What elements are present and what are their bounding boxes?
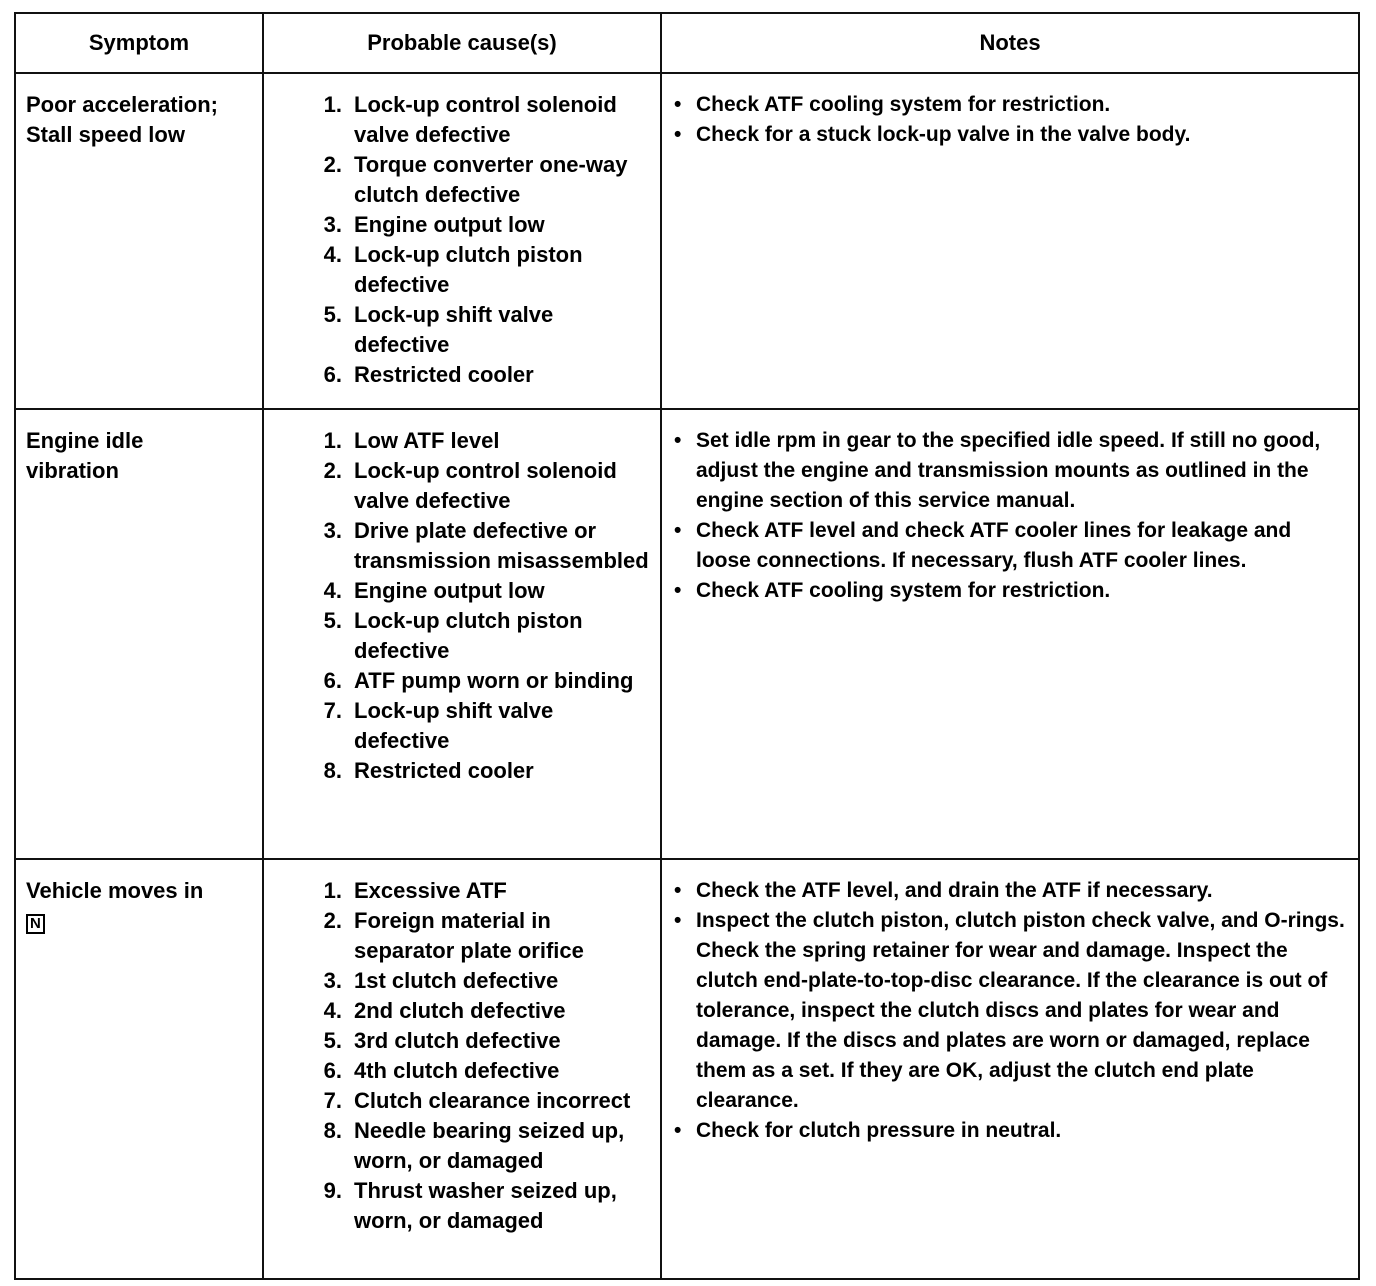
cause-list [272,90,652,390]
cause-text: ATF pump worn or binding [354,668,634,693]
note-item [674,576,1350,606]
note-text: Check for a stuck lock-up valve in the valve body. [696,123,1191,146]
cause-item [272,876,652,906]
note-text: Check ATF cooling system for restriction. [696,93,1111,116]
note-text: Check ATF cooling system for restriction. [696,579,1111,602]
cause-item [272,576,652,606]
cause-list [272,876,652,1236]
cause-text: 1st clutch defective [354,968,559,993]
cause-text: Lock-up clutch piston defective [354,242,583,297]
bullet-icon: • [674,429,682,452]
cause-item [272,360,652,390]
cause-number: 8 . [272,1116,350,1176]
cause-text: 2nd clutch defective [354,998,566,1023]
troubleshooting-table [14,12,1360,1280]
cause-text: Excessive ATF [354,878,507,903]
cause-item [272,456,652,516]
cause-number: 9 . [272,1176,350,1236]
bullet-icon: • [674,1119,682,1142]
bullet-icon: • [674,879,682,902]
table-row [15,409,1359,859]
cause-text: Restricted cooler [354,362,534,387]
note-text: Set idle rpm in gear to the specified idle speed. If still no good, adjust the engine and transmission mounts as outlined in the engine section of this service manual. [696,429,1321,512]
cause-number: 8 . [272,756,350,786]
cause-number: 2 . [272,456,350,516]
notes-list [674,876,1350,1146]
cause-item [272,426,652,456]
cause-cell [263,73,661,409]
cause-text: Torque converter one-way clutch defective [354,152,628,207]
cause-item [272,996,652,1026]
cause-number: 2 . [272,906,350,966]
cause-text: Lock-up control solenoid valve defective [354,458,617,513]
cause-cell [263,859,661,1279]
notes-cell [661,859,1359,1279]
cause-item [272,1056,652,1086]
table-row [15,73,1359,409]
troubleshooting-sheet [14,12,1358,1280]
cause-item [272,516,652,576]
note-item [674,516,1350,576]
header-probable-causes: Probable cause(s) [263,13,661,73]
cause-text: Foreign material in separator plate orifice [354,908,584,963]
symptom-line: Stall speed low [26,122,185,147]
cause-text: Thrust washer seized up, worn, or damaged [354,1178,617,1233]
symptom-cell [15,409,263,859]
cause-item [272,1116,652,1176]
cause-text: Engine output low [354,578,545,603]
cause-text: Lock-up shift valve defective [354,698,554,753]
cause-item [272,966,652,996]
cause-text: Clutch clearance incorrect [354,1088,631,1113]
notes-cell [661,73,1359,409]
cause-number: 3 . [272,210,350,240]
bullet-icon: • [674,519,682,542]
cause-number: 1 . [272,876,350,906]
header-notes: Notes [661,13,1359,73]
cause-number: 5 . [272,606,350,666]
note-text: Check ATF level and check ATF cooler lines for leakage and loose connections. If necessary, flush ATF cooler lines. [696,519,1292,572]
symptom-line: Vehicle moves in [26,878,204,903]
gear-position-n-icon: N [26,914,45,934]
cause-number: 5 . [272,1026,350,1056]
cause-text: Engine output low [354,212,545,237]
cause-text: Lock-up control solenoid valve defective [354,92,617,147]
cause-number: 6 . [272,360,350,390]
symptom-line: vibration [26,458,119,483]
cause-item [272,756,652,786]
cause-number: 3 . [272,966,350,996]
cause-number: 2 . [272,150,350,210]
cause-item [272,240,652,300]
cause-text: Needle bearing seized up, worn, or damaged [354,1118,625,1173]
symptom-line: Engine idle [26,428,144,453]
note-item [674,120,1350,150]
cause-number: 7 . [272,1086,350,1116]
bullet-icon: • [674,93,682,116]
cause-item [272,1026,652,1056]
cause-number: 3 . [272,516,350,576]
cause-item [272,1086,652,1116]
cause-text: Restricted cooler [354,758,534,783]
cause-item [272,1176,652,1236]
note-item [674,906,1350,1116]
cause-item [272,300,652,360]
notes-list [674,90,1350,150]
cause-number: 1 . [272,426,350,456]
cause-item [272,150,652,210]
symptom-cell [15,73,263,409]
cause-number: 4 . [272,576,350,606]
cause-number: 4 . [272,240,350,300]
note-text: Check for clutch pressure in neutral. [696,1119,1062,1142]
notes-list [674,426,1350,606]
table-row [15,859,1359,1279]
cause-text: Low ATF level [354,428,500,453]
cause-text: 3rd clutch defective [354,1028,561,1053]
cause-item [272,606,652,666]
cause-item [272,210,652,240]
cause-item [272,906,652,966]
cause-number: 5 . [272,300,350,360]
cause-number: 4 . [272,996,350,1026]
cause-number: 7 . [272,696,350,756]
cause-text: Lock-up clutch piston defective [354,608,583,663]
symptom-line: Poor acceleration; [26,92,218,117]
symptom-cell [15,859,263,1279]
cause-item [272,90,652,150]
note-item [674,426,1350,516]
cause-item [272,696,652,756]
cause-number: 6 . [272,1056,350,1086]
note-item [674,876,1350,906]
header-symptom: Symptom [15,13,263,73]
header-row [15,13,1359,73]
bullet-icon: • [674,123,682,146]
cause-number: 6 . [272,666,350,696]
bullet-icon: • [674,579,682,602]
note-item [674,90,1350,120]
cause-text: Lock-up shift valve defective [354,302,554,357]
note-item [674,1116,1350,1146]
cause-number: 1 . [272,90,350,150]
cause-item [272,666,652,696]
cause-list [272,426,652,786]
cause-text: Drive plate defective or transmission misassembled [354,518,649,573]
cause-cell [263,409,661,859]
notes-cell [661,409,1359,859]
bullet-icon: • [674,909,682,932]
cause-text: 4th clutch defective [354,1058,560,1083]
note-text: Check the ATF level, and drain the ATF if necessary. [696,879,1213,902]
note-text: Inspect the clutch piston, clutch piston check valve, and O-rings. Check the spring retainer for wear and damage. Inspect the clutch end-plate-to-top-disc clearance. If the clearance is out of tolerance, inspect the clutch discs and plates for wear and damage. If the discs and plates are worn or damaged, replace them as a set. If they are OK, adjust the clutch end plate clearance. [696,909,1345,1112]
